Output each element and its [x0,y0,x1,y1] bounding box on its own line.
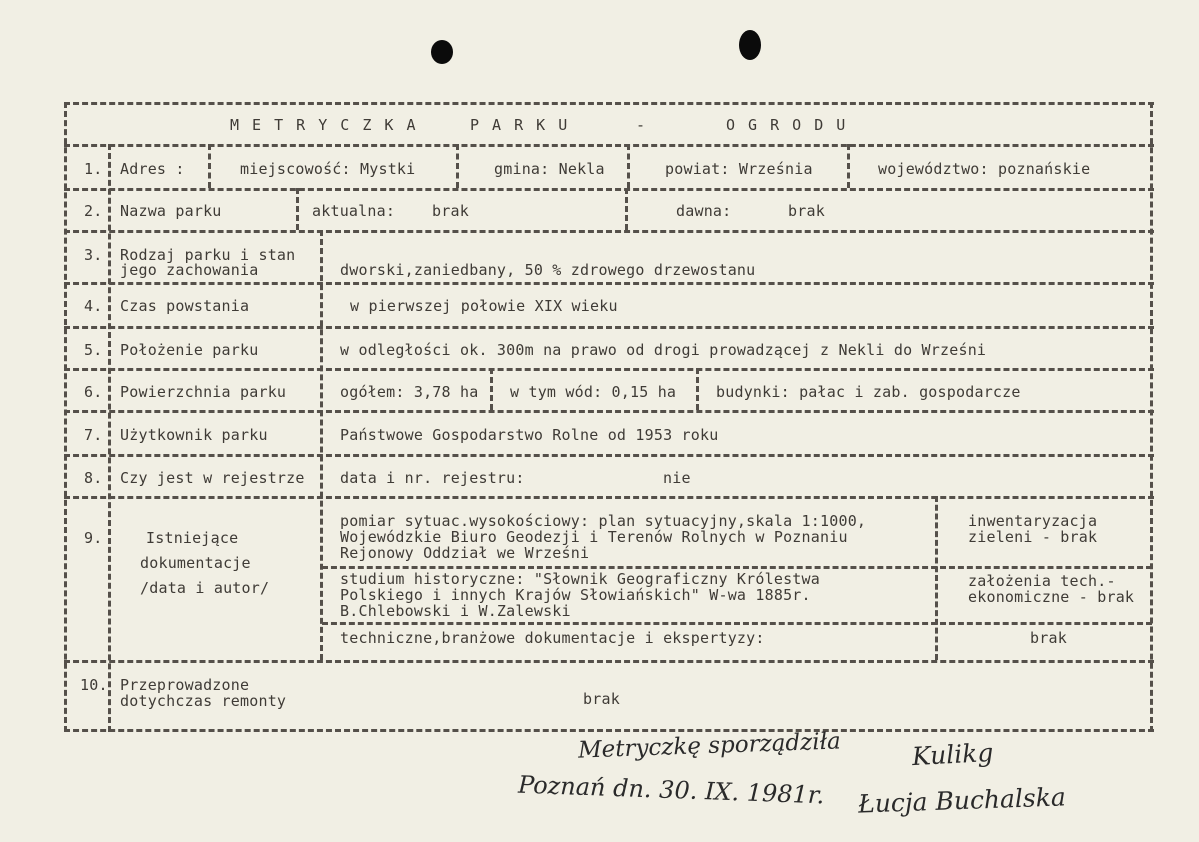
row-label-area: Powierzchnia parku [120,383,287,401]
current-name-label: aktualna: [312,202,396,220]
title-word-parku: P A R K U [470,116,570,134]
former-name-label: dawna: [676,202,732,220]
row-number: 3. [84,246,103,264]
handwritten-signature-2: Łucja Buchalska [857,782,1067,819]
title-dash: - [636,116,648,134]
side-technical-value: brak [1030,629,1067,647]
handwritten-place-date: Poznań dn. 30. IX. 1981r. [517,770,825,810]
doc-history-line2: Polskiego i innych Krajów Słowiańskich" W-wa 1885r. [340,586,811,604]
address-county: powiat: Września [665,160,813,178]
former-name-value: brak [788,202,825,220]
row-label-address: Adres : [120,160,185,178]
title-word-metryczka: M E T R Y C Z K A [230,116,418,134]
side-assumptions-line1: założenia tech.- [968,572,1116,590]
row-label-park-name: Nazwa parku [120,202,222,220]
row-label-documentation-line1: Istniejące [146,529,239,547]
area-buildings: budynki: pałac i zab. gospodarcze [716,383,1021,401]
row-label-park-type-line2: jego zachowania [120,261,259,279]
doc-history-line3: B.Chlebowski i W.Zalewski [340,602,571,620]
row-number: 1. [84,160,103,178]
user-value: Państwowe Gospodarstwo Rolne od 1953 roku [340,426,719,444]
doc-technical: techniczne,branżowe dokumentacje i ekspertyzy: [340,629,765,647]
doc-survey-line3: Rejonowy Oddział we Wrześni [340,544,590,562]
park-type-value: dworski,zaniedbany, 50 % zdrowego drzewostanu [340,261,756,279]
creation-time-value: w pierwszej połowie XIX wieku [350,297,618,315]
row-number: 2. [84,202,103,220]
doc-history-line1: studium historyczne: "Słownik Geograficzny Królestwa [340,570,820,588]
row-number: 6. [84,383,103,401]
row-label-renovations-line1: Przeprowadzone [120,676,250,694]
registry-label: data i nr. rejestru: [340,469,525,487]
current-name-value: brak [432,202,469,220]
handwritten-compiled-by: Metryczkę sporządziła [577,728,842,764]
row-number: 7. [84,426,103,444]
location-value: w odległości ok. 300m na prawo od drogi prowadzącej z Nekli do Wrześni [340,341,987,359]
row-number: 8. [84,469,103,487]
address-commune: gmina: Nekla [494,160,605,178]
row-label-renovations-line2: dotychczas remonty [120,692,287,710]
side-inventory-line1: inwentaryzacja [968,512,1098,530]
row-label-creation-time: Czas powstania [120,297,250,315]
address-voivodeship: województwo: poznańskie [878,160,1091,178]
row-label-location: Położenie parku [120,341,259,359]
area-water: w tym wód: 0,15 ha [510,383,677,401]
row-number: 9. [84,529,103,547]
row-label-park-type-line1: Rodzaj parku i stan [120,246,296,264]
row-label-user: Użytkownik parku [120,426,268,444]
address-locality: miejscowość: Mystki [240,160,416,178]
title-word-ogrodu: O G R O D U [726,116,848,134]
handwritten-signature-1: Kulikg [911,737,995,772]
registry-value: nie [663,469,691,487]
side-assumptions-line2: ekonomiczne - brak [968,588,1135,606]
doc-survey-line2: Wojewódzkie Biuro Geodezji i Terenów Rolnych w Poznaniu [340,528,848,546]
row-label-documentation-line2: dokumentacje [140,554,251,572]
side-inventory-line2: zieleni - brak [968,528,1098,546]
row-label-documentation-line3: /data i autor/ [140,579,270,597]
area-total: ogółem: 3,78 ha [340,383,479,401]
renovations-value: brak [583,690,620,708]
row-number: 5. [84,341,103,359]
row-number: 10. [80,676,108,694]
doc-survey-line1: pomiar sytuac.wysokościowy: plan sytuacyjny,skala 1:1000, [340,512,867,530]
row-number: 4. [84,297,103,315]
row-label-registry: Czy jest w rejestrze [120,469,305,487]
